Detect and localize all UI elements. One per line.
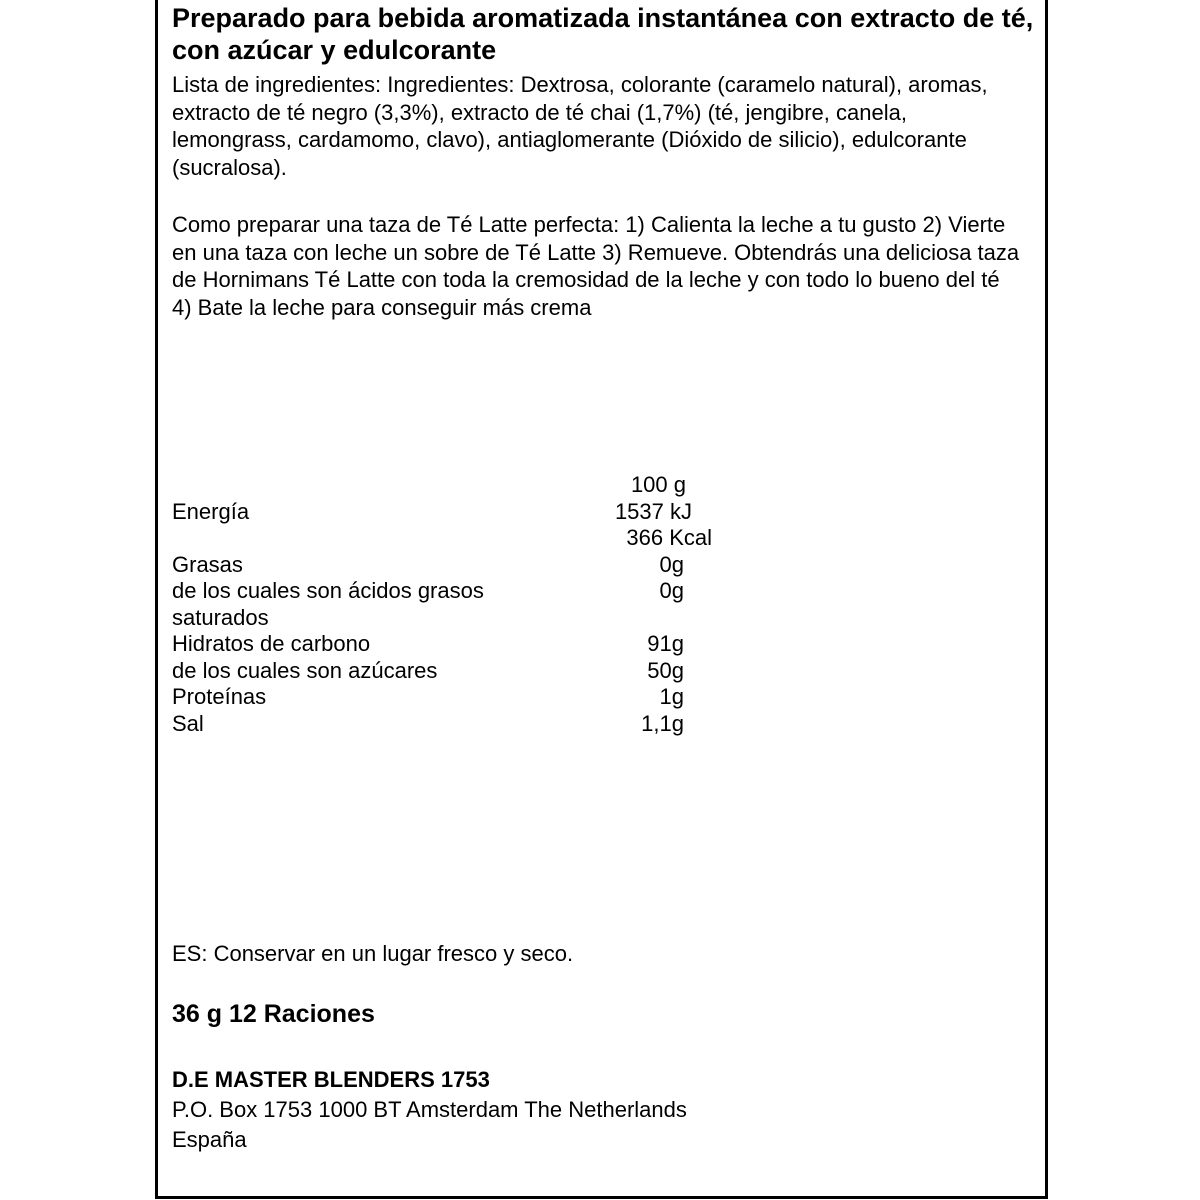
nutrition-value: 0g	[659, 578, 684, 603]
nutrition-row	[172, 499, 732, 526]
package-quantity: 36 g 12 Raciones	[172, 1000, 375, 1028]
nutrition-label: de los cuales son azúcares	[172, 657, 438, 683]
nutrition-row	[172, 552, 732, 579]
product-title: Preparado para bebida aromatizada instantánea con extracto de té, con azúcar y edulcorante	[172, 3, 1034, 65]
nutrition-label: Sal	[172, 710, 204, 736]
nutrition-value: 91g	[647, 631, 684, 656]
nutrition-value: 1g	[659, 684, 684, 709]
manufacturer-name: D.E MASTER BLENDERS 1753	[172, 1067, 490, 1092]
nutrition-header: 100 g	[630, 472, 686, 497]
nutrition-row	[172, 684, 732, 711]
nutrition-label: de los cuales son ácidos grasos saturados	[172, 578, 484, 630]
nutrition-label: Hidratos de carbono	[172, 631, 371, 656]
nutrition-table	[172, 472, 732, 737]
nutrition-value: 50g	[647, 657, 684, 683]
nutrition-value: 366 Kcal	[626, 525, 712, 550]
manufacturer-address: P.O. Box 1753 1000 BT Amsterdam The Netherlands	[172, 1097, 687, 1122]
nutrition-row	[172, 631, 732, 658]
nutrition-row	[172, 711, 732, 738]
nutrition-row	[172, 525, 732, 552]
manufacturer-country: España	[172, 1127, 247, 1152]
nutrition-label: Proteínas	[172, 684, 267, 709]
storage-instructions: ES: Conservar en un lugar fresco y seco.	[172, 941, 574, 966]
nutrition-value: 1537 kJ	[614, 498, 692, 524]
preparation-text: Como preparar una taza de Té Latte perfecta: 1) Calienta la leche a tu gusto 2) Vierte en una taza con leche un sobre de Té Latte 3) Remueve. Obtendrás una deliciosa taza de Hornimans Té Latte con toda la cremosidad de la leche y con todo lo bueno del té 4) Bate la leche para conseguir más crema	[172, 212, 1020, 320]
nutrition-header-row	[172, 472, 732, 499]
nutrition-label: Grasas	[172, 551, 243, 577]
nutrition-value: 0g	[659, 551, 684, 577]
nutrition-row	[172, 658, 732, 685]
manufacturer-block	[172, 1065, 687, 1155]
nutrition-row	[172, 578, 732, 631]
nutrition-label: Energía	[172, 498, 250, 524]
ingredients-text: Lista de ingredientes: Ingredientes: Dextrosa, colorante (caramelo natural), aromas, extracto de té negro (3,3%), extracto de té chai (1,7%) (té, jengibre, canela, lemongrass, cardamomo, clavo), antiaglomerante (Dióxido de silicio), edulcorante (sucralosa).	[172, 72, 988, 180]
nutrition-value: 1,1g	[641, 710, 684, 736]
